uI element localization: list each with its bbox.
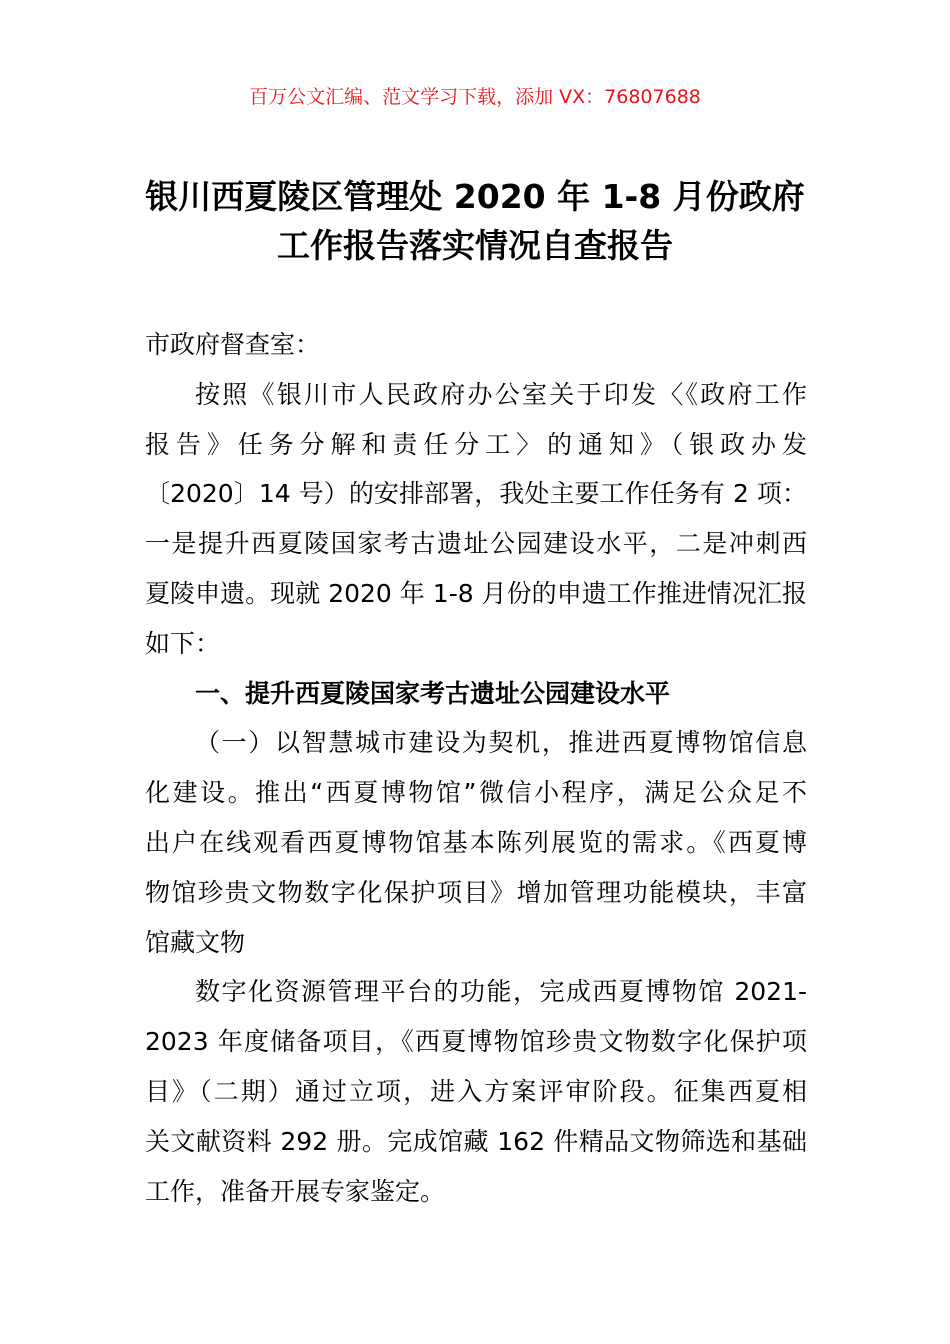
header-note: 百万公文汇编、范文学习下载，添加 VX：76807688 (249, 86, 701, 108)
body-line: 物馆珍贵文物数字化保护项目》增加管理功能模块，丰富 (145, 877, 807, 907)
body-line: 关文献资料 292 册。完成馆藏 162 件精品文物筛选和基础 (145, 1126, 807, 1156)
title-line: 工作报告落实情况自查报告 (277, 226, 673, 265)
body-line: 2023 年度储备项目，《西夏博物馆珍贵文物数字化保护项 (145, 1027, 807, 1057)
body-line: （一）以智慧城市建设为契机，推进西夏博物馆信息 (195, 728, 807, 758)
title-line: 银川西夏陵区管理处 2020 年 1-8 月份政府 (145, 177, 805, 216)
salutation: 市政府督查室： (145, 330, 321, 359)
body-line: 〔2020〕14 号）的安排部署，我处主要工作任务有 2 项： (145, 479, 807, 509)
document-title (100, 172, 850, 270)
body-line: 工作，准备开展专家鉴定。 (145, 1176, 446, 1206)
body-line: 报告》任务分解和责任分工〉的通知》（银政办发 (145, 429, 807, 459)
body-line: 出户在线观看西夏博物馆基本陈列展览的需求。《西夏博 (145, 827, 807, 857)
body-line: 数字化资源管理平台的功能，完成西夏博物馆 2021- (195, 977, 807, 1007)
body-line: 一是提升西夏陵国家考古遗址公园建设水平，二是冲刺西 (145, 529, 807, 559)
body-line: 馆藏文物 (145, 927, 246, 957)
body-line: 如下： (145, 628, 221, 658)
body-line: 按照《银川市人民政府办公室关于印发〈《政府工作 (195, 379, 807, 409)
section-heading: 一、提升西夏陵国家考古遗址公园建设水平 (195, 678, 671, 708)
document-body (145, 320, 807, 1216)
body-line: 化建设。推出“西夏博物馆”微信小程序，满足公众足不 (145, 778, 807, 808)
body-line: 夏陵申遗。现就 2020 年 1-8 月份的申遗工作推进情况汇报 (145, 578, 807, 608)
body-line: 目》（二期）通过立项，进入方案评审阶段。征集西夏相 (145, 1076, 807, 1106)
